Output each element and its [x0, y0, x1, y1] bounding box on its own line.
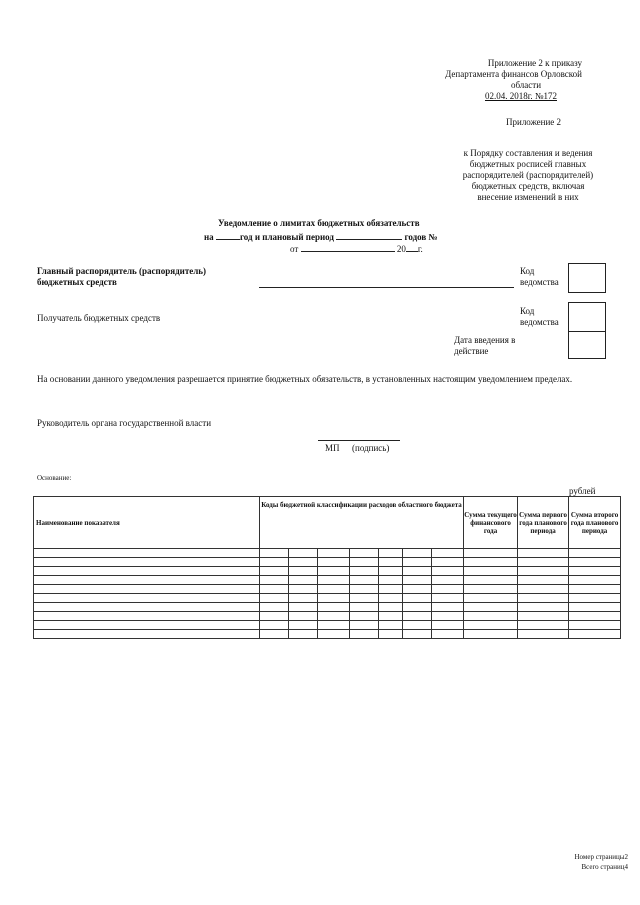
appendix2-line: бюджетных росписей главных	[469, 159, 587, 169]
chief-code-box[interactable]	[568, 263, 606, 293]
col-header-first: Сумма первого года планового периода	[518, 497, 569, 549]
appendix2-title: Приложение 2	[506, 117, 562, 127]
code2-label-line2: ведомства	[520, 317, 559, 327]
date-effective-line2: действие	[454, 346, 489, 356]
notice-line2	[204, 231, 464, 243]
table-row[interactable]	[34, 630, 621, 639]
appendix2-text	[462, 148, 594, 203]
limits-table	[33, 496, 621, 639]
year-suffix-blank[interactable]	[406, 243, 418, 252]
appendix-order-block	[420, 58, 582, 102]
code-label	[520, 266, 559, 288]
date-effective-label	[454, 335, 515, 357]
notice-line2-prefix: на	[204, 232, 214, 242]
appendix-order-line3: области	[510, 80, 542, 90]
col-header-second: Сумма второго года планового периода	[569, 497, 621, 549]
table-row[interactable]	[34, 567, 621, 576]
mp-label: МП	[325, 443, 340, 453]
code2-label-line1: Код	[520, 306, 535, 316]
table-row[interactable]	[34, 603, 621, 612]
appendix2-line: внесение изменений в них	[477, 192, 579, 202]
signature-caption	[325, 443, 389, 454]
notice-line2-mid: год и плановый период	[239, 232, 334, 242]
chief-input-line[interactable]	[259, 287, 514, 288]
head-label: Руководитель органа государственной власти	[37, 418, 212, 428]
date-effective-line1: Дата введения в	[454, 335, 516, 345]
notice-line3-prefix: от	[290, 244, 299, 254]
recipient-label: Получатель бюджетных средств	[37, 313, 161, 323]
notice-line2-suffix: годов №	[404, 232, 438, 242]
date-blank[interactable]	[301, 243, 395, 252]
chief-label-line2: бюджетных средств	[37, 277, 117, 287]
code-label-line2: ведомства	[520, 277, 559, 287]
col-header-codes: Коды бюджетной классификации расходов областного бюджета	[260, 497, 464, 549]
osnovanie-label: Основание:	[37, 474, 72, 482]
page-number: Номер страницы2	[574, 853, 628, 861]
basis-text: На основании данного уведомления разрешается принятие бюджетных обязательств, в установленных настоящим уведомлением пределах.	[37, 374, 573, 384]
sign-label: (подпись)	[352, 443, 390, 453]
recipient-code-box[interactable]	[568, 302, 606, 332]
table-row[interactable]	[34, 576, 621, 585]
chief-label	[37, 266, 206, 288]
appendix-order-line2: Департамента финансов Орловской	[445, 69, 582, 79]
chief-label-line1: Главный распорядитель (распорядитель)	[37, 266, 207, 276]
appendix2-line: бюджетных средств, включая	[471, 181, 585, 191]
table-row[interactable]	[34, 585, 621, 594]
units-label: рублей	[569, 486, 596, 496]
notice-line3-mid: 20	[396, 244, 406, 254]
total-pages: Всего страниц4	[581, 863, 628, 871]
appendix2-line: к Порядку составления и ведения	[463, 148, 593, 158]
appendix-order-date: 02.04. 2018г. №172	[484, 91, 557, 101]
table-row[interactable]	[34, 594, 621, 603]
table-row[interactable]	[34, 558, 621, 567]
signature-line[interactable]	[318, 440, 400, 441]
table-row[interactable]	[34, 621, 621, 630]
year-blank[interactable]	[216, 231, 240, 240]
code2-label	[520, 306, 559, 328]
table-row[interactable]	[34, 549, 621, 558]
notice-title: Уведомление о лимитах бюджетных обязательств	[218, 218, 420, 228]
appendix-order-line1: Приложение 2 к приказу	[487, 58, 582, 68]
col-header-name: Наименование показателя	[34, 497, 260, 549]
period-blank[interactable]	[336, 231, 402, 240]
col-header-current: Сумма текущего финансового года	[464, 497, 518, 549]
table-header-row	[34, 497, 621, 549]
notice-line3	[290, 243, 450, 255]
table-row[interactable]	[34, 612, 621, 621]
appendix2-line: распорядителей (распорядителей)	[462, 170, 594, 180]
notice-line3-suffix: г.	[417, 244, 423, 254]
code-label-line1: Код	[520, 266, 535, 276]
date-effective-box[interactable]	[568, 331, 606, 359]
